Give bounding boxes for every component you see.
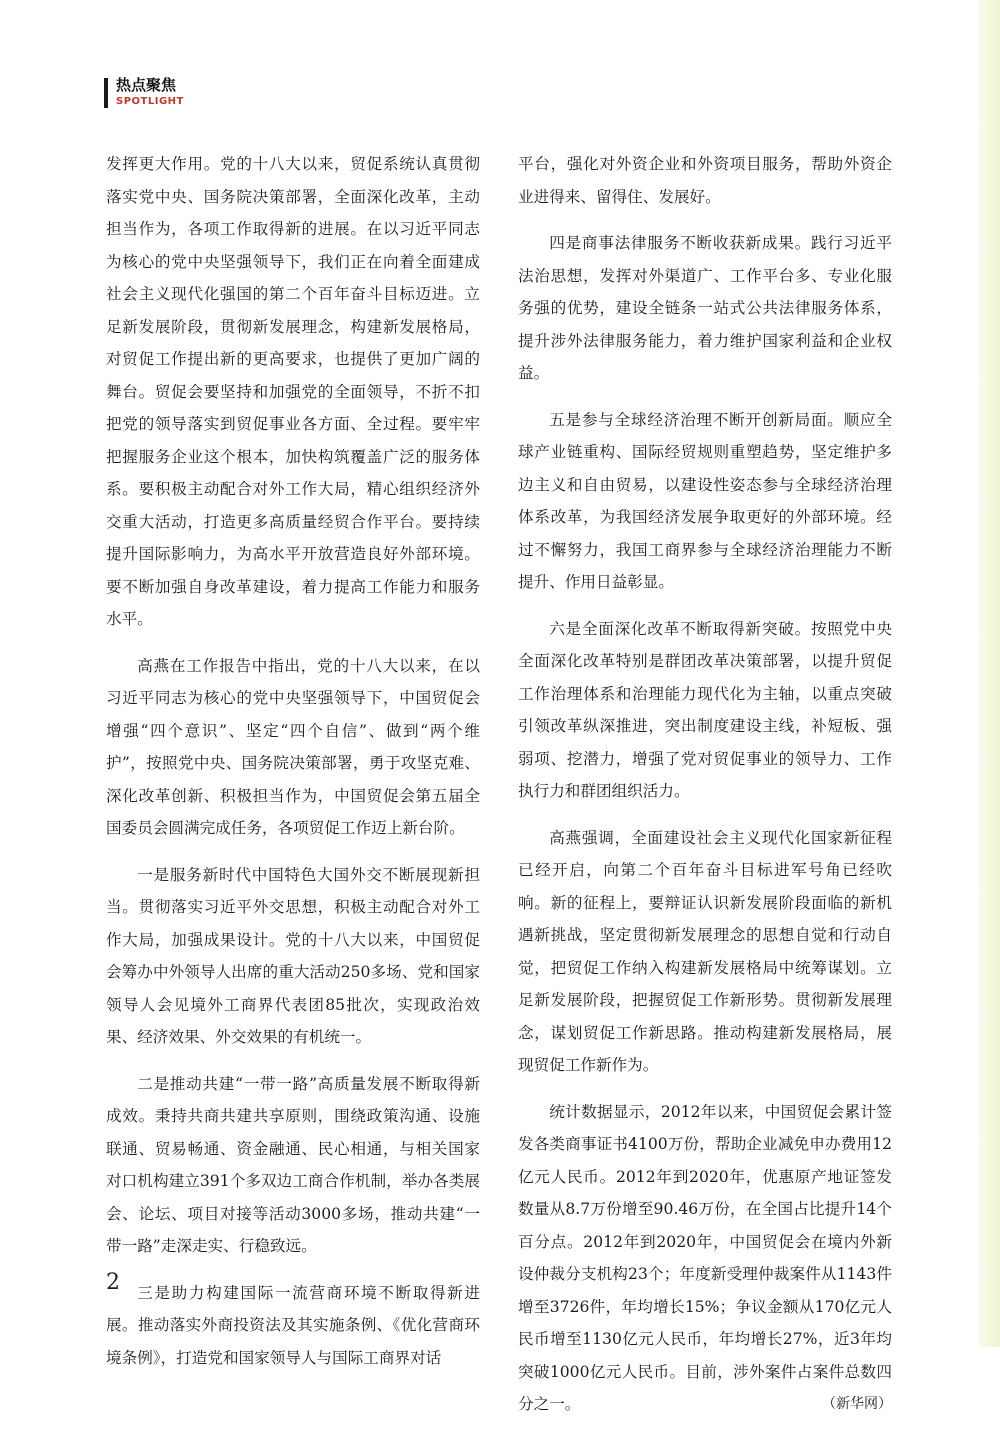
paragraph: 高燕在工作报告中指出，党的十八大以来，在以习近平同志为核心的党中央坚强领导下，中国贸促会增强“四个意识”、坚定“四个自信”、做到“两个维护”，按照党中央、国务院决策部署，勇于攻坚克难、深化改革创新、积极担当作为，中国贸促会第五届全国委员会圆满完成任务，各项贸促工作迈上新台阶。 [106,656,480,837]
paragraph: 高燕强调，全面建设社会主义现代化国家新征程已经开启，向第二个百年奋斗目标进军号角已经吹响。新的征程上，要辩证认识新发展阶段面临的新机遇新挑战，坚定贯彻新发展理念的思想自觉和行动自觉，把贸促工作纳入构建新发展格局中统筹谋划。立足新发展阶段，把握贸促工作新形势。贯彻新发展理念，谋划贸促工作新思路。推动构建新发展格局，展现贸促工作新作为。 [518,828,892,1074]
paragraph: 四是商事法律服务不断收获新成果。践行习近平法治思想，发挥对外渠道广、工作平台多、专业化服务强的优势，建设全链条一站式公共法律服务体系，提升涉外法律服务能力，着力维护国家利益和企业权益。 [518,234,892,382]
paragraph: 发挥更大作用。党的十八大以来，贸促系统认真贯彻落实党中央、国务院决策部署，全面深化改革，主动担当作为，各项工作取得新的进展。在以习近平同志为核心的党中央坚强领导下，我们正在向着全面建成社会主义现代化强国的第二个百年奋斗目标迈进。立足新发展阶段，贯彻新发展理念，构建新发展格局，对贸促工作提出新的更高要求，也提供了更加广阔的舞台。贸促会要坚持和加强党的全面领导，不折不扣把党的领导落实到贸促事业各方面、全过程。要牢牢把握服务企业这个根本，加快构筑覆盖广泛的服务体系。要积极主动配合对外工作大局，精心组织经济外交重大活动，打造更多高质量经贸合作平台。要持续提升国际影响力，为高水平开放营造良好外部环境。要不断加强自身改革建设，着力提高工作能力和服务水平。 [106,155,480,628]
paragraph: 三是助力构建国际一流营商环境不断取得新进展。推动落实外商投资法及其实施条例、《优化营商环境条例》，打造党和国家领导人与国际工商界对话 [106,1283,480,1367]
paragraph-last [518,1096,892,1421]
header-bar [104,78,108,108]
paragraph: 五是参与全球经济治理不断开创新局面。顺应全球产业链重构、国际经贸规则重塑趋势，坚定维护多边主义和自由贸易，以建设性姿态参与全球经济治理体系改革，为我国经济发展争取更好的外部环境。经过不懈努力，我国工商界参与全球经济治理能力不断提升、作用日益彰显。 [518,410,892,591]
left-column [106,148,480,1388]
paragraph: 平台，强化对外资企业和外资项目服务，帮助外资企业进得来、留得住、发展好。 [518,155,892,206]
page-edge-strip [978,0,1000,1347]
paragraph: 二是推动共建“一带一路”高质量发展不断取得新成效。秉持共商共建共享原则，围绕政策沟通、设施联通、贸易畅通、资金融通、民心相通，与相关国家对口机构建立391个多双边工商合作机制，举办各类展会、论坛、项目对接等活动3000多场，推动共建“一带一路”走深走实、行稳致远。 [106,1074,480,1255]
page-number: 2 [106,1270,120,1295]
section-title: 热点聚焦 [116,76,177,94]
section-title-en: SPOTLIGHT [116,96,184,107]
source-credit: （新华网） [822,1396,892,1412]
paragraph: 六是全面深化改革不断取得新突破。按照党中央全面深化改革特别是群团改革决策部署，以提升贸促工作治理体系和治理能力现代化为主轴，以重点突破引领改革纵深推进，突出制度建设主线，补短板、强弱项、挖潜力，增强了党对贸促事业的领导力、工作执行力和群团组织活力。 [518,619,892,800]
paragraph: 一是服务新时代中国特色大国外交不断展现新担当。贯彻落实习近平外交思想，积极主动配合对外工作大局，加强成果设计。党的十八大以来，中国贸促会筹办中外领导人出席的重大活动250多场、党和国家领导人会见境外工商界代表团85批次，实现政治效果、经济效果、外交效果的有机统一。 [106,865,480,1046]
right-column [518,148,892,1435]
paragraph-text: 统计数据显示，2012年以来，中国贸促会累计签发各类商事证书4100万份，帮助企业减免申办费用12亿元人民币。2012年到2020年，优惠原产地证签发数量从8.7万份增至90.46万份，在全国占比提升14个百分点。2012年到2020年，中国贸促会在境内外新设仲裁分支机构23个；年度新受理仲裁案件从1143件增至3726件，年均增长15%；争议金额从170亿元人民币增至1130亿元人民币，年均增长27%，近3年均突破1000亿元人民币。目前，涉外案件占案件总数四分之一。 [518,1102,892,1413]
